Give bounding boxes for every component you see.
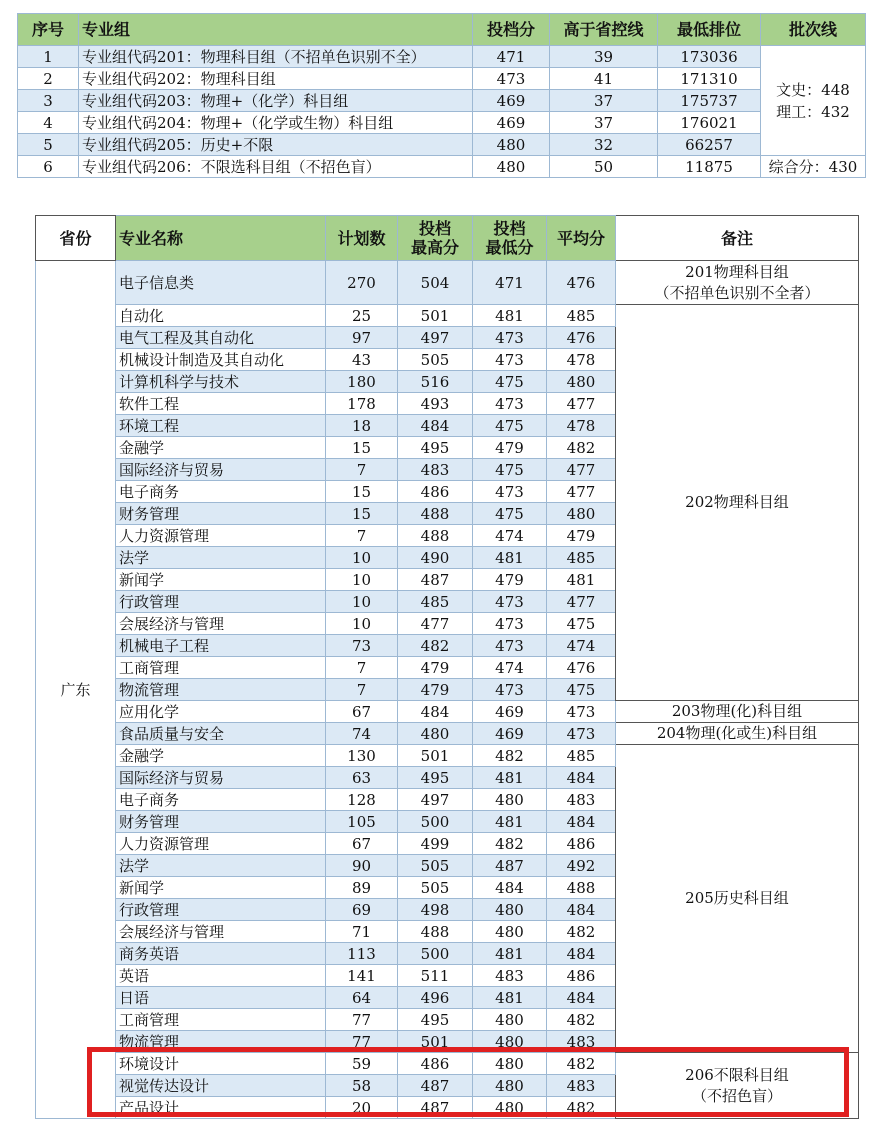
min-score: 480 xyxy=(473,921,547,943)
avg-score: 481 xyxy=(547,569,616,591)
major-name: 会展经济与管理 xyxy=(116,921,326,943)
table-row xyxy=(18,68,866,90)
major-name: 财务管理 xyxy=(116,811,326,833)
major-name: 新闻学 xyxy=(116,877,326,899)
max-score: 496 xyxy=(398,987,473,1009)
major-name: 食品质量与安全 xyxy=(116,723,326,745)
avg-score: 484 xyxy=(547,943,616,965)
min-score: 475 xyxy=(473,371,547,393)
avg-score: 473 xyxy=(547,723,616,745)
plan-count: 97 xyxy=(326,327,398,349)
min-score: 481 xyxy=(473,811,547,833)
row-score: 469 xyxy=(473,112,550,134)
avg-score: 478 xyxy=(547,415,616,437)
avg-score: 475 xyxy=(547,679,616,701)
row-index: 1 xyxy=(18,46,79,68)
min-score: 474 xyxy=(473,525,547,547)
avg-score: 482 xyxy=(547,1097,616,1119)
max-score: 487 xyxy=(398,569,473,591)
max-score-line2: 最高分 xyxy=(410,238,459,257)
major-name: 环境工程 xyxy=(116,415,326,437)
plan-count: 141 xyxy=(326,965,398,987)
min-score: 479 xyxy=(473,569,547,591)
max-score: 485 xyxy=(398,591,473,613)
max-score: 488 xyxy=(398,525,473,547)
max-score: 479 xyxy=(398,657,473,679)
min-score: 487 xyxy=(473,855,547,877)
min-score: 480 xyxy=(473,1097,547,1119)
col-header-plan: 计划数 xyxy=(326,216,398,261)
plan-count: 270 xyxy=(326,261,398,305)
major-name: 商务英语 xyxy=(116,943,326,965)
avg-score: 480 xyxy=(547,503,616,525)
max-score: 497 xyxy=(398,789,473,811)
max-score: 501 xyxy=(398,305,473,327)
note-group-202 xyxy=(616,305,859,701)
note-group-206-line2: （不招色盲） xyxy=(691,1086,782,1105)
plan-count: 25 xyxy=(326,305,398,327)
row-above-control: 41 xyxy=(550,68,658,90)
max-score: 479 xyxy=(398,679,473,701)
min-score: 483 xyxy=(473,965,547,987)
avg-score: 479 xyxy=(547,525,616,547)
major-name: 电子商务 xyxy=(116,789,326,811)
max-score: 487 xyxy=(398,1097,473,1119)
max-score: 497 xyxy=(398,327,473,349)
avg-score: 484 xyxy=(547,899,616,921)
avg-score: 482 xyxy=(547,921,616,943)
major-name: 物流管理 xyxy=(116,1031,326,1053)
min-score: 482 xyxy=(473,745,547,767)
max-score: 495 xyxy=(398,437,473,459)
plan-count: 67 xyxy=(326,701,398,723)
table-row xyxy=(18,46,866,68)
max-score: 486 xyxy=(398,481,473,503)
max-score: 483 xyxy=(398,459,473,481)
avg-score: 477 xyxy=(547,393,616,415)
max-score: 505 xyxy=(398,877,473,899)
major-name: 自动化 xyxy=(116,305,326,327)
note-group-201 xyxy=(616,261,859,305)
plan-count: 113 xyxy=(326,943,398,965)
max-score: 516 xyxy=(398,371,473,393)
row-above-control: 37 xyxy=(550,112,658,134)
plan-count: 15 xyxy=(326,481,398,503)
plan-count: 7 xyxy=(326,525,398,547)
major-name: 法学 xyxy=(116,855,326,877)
max-score: 498 xyxy=(398,899,473,921)
row-group: 专业组代码205：历史+不限 xyxy=(79,134,473,156)
table-row xyxy=(36,305,859,327)
min-score: 480 xyxy=(473,1031,547,1053)
col-header-above-control: 高于省控线 xyxy=(550,14,658,46)
avg-score: 483 xyxy=(547,1075,616,1097)
table-row xyxy=(18,134,866,156)
col-header-note: 备注 xyxy=(616,216,859,261)
row-index: 4 xyxy=(18,112,79,134)
plan-count: 64 xyxy=(326,987,398,1009)
note-group-201-line1: 201物理科目组 xyxy=(685,262,789,281)
major-name: 视觉传达设计 xyxy=(116,1075,326,1097)
max-score: 484 xyxy=(398,415,473,437)
note-group-206 xyxy=(616,1053,859,1119)
row-above-control: 32 xyxy=(550,134,658,156)
avg-score: 483 xyxy=(547,789,616,811)
col-header-avg: 平均分 xyxy=(547,216,616,261)
min-score: 480 xyxy=(473,1075,547,1097)
max-score: 504 xyxy=(398,261,473,305)
major-name: 电子信息类 xyxy=(116,261,326,305)
row-group: 专业组代码204：物理+（化学或生物）科目组 xyxy=(79,112,473,134)
row-group: 专业组代码201：物理科目组（不招单色识别不全） xyxy=(79,46,473,68)
max-score: 501 xyxy=(398,745,473,767)
avg-score: 484 xyxy=(547,987,616,1009)
table-header-row xyxy=(18,14,866,46)
avg-score: 492 xyxy=(547,855,616,877)
col-header-index: 序号 xyxy=(18,14,79,46)
batch-line-science: 理工：432 xyxy=(776,102,850,121)
major-name: 环境设计 xyxy=(116,1053,326,1075)
row-min-rank: 173036 xyxy=(658,46,761,68)
avg-score: 474 xyxy=(547,635,616,657)
plan-count: 10 xyxy=(326,569,398,591)
min-score: 481 xyxy=(473,305,547,327)
plan-count: 10 xyxy=(326,591,398,613)
plan-count: 58 xyxy=(326,1075,398,1097)
major-name: 软件工程 xyxy=(116,393,326,415)
plan-count: 7 xyxy=(326,459,398,481)
avg-score: 484 xyxy=(547,767,616,789)
row-min-rank: 66257 xyxy=(658,134,761,156)
major-name: 法学 xyxy=(116,547,326,569)
major-name: 日语 xyxy=(116,987,326,1009)
min-score: 482 xyxy=(473,833,547,855)
col-header-max-score xyxy=(398,216,473,261)
min-score: 480 xyxy=(473,1009,547,1031)
avg-score: 476 xyxy=(547,327,616,349)
max-score: 511 xyxy=(398,965,473,987)
major-name: 行政管理 xyxy=(116,899,326,921)
min-score: 481 xyxy=(473,767,547,789)
min-score: 479 xyxy=(473,437,547,459)
plan-count: 43 xyxy=(326,349,398,371)
note-group-204 xyxy=(616,723,859,745)
major-name: 机械设计制造及其自动化 xyxy=(116,349,326,371)
note-group-203-line1: 203物理(化)科目组 xyxy=(671,702,803,720)
max-score: 488 xyxy=(398,921,473,943)
major-name: 会展经济与管理 xyxy=(116,613,326,635)
min-score: 473 xyxy=(473,591,547,613)
max-score: 480 xyxy=(398,723,473,745)
plan-count: 89 xyxy=(326,877,398,899)
table-row xyxy=(36,701,859,723)
avg-score: 473 xyxy=(547,701,616,723)
min-score-line2: 最低分 xyxy=(485,238,534,257)
note-group-205 xyxy=(616,745,859,1053)
note-group-205-line1: 205历史科目组 xyxy=(685,889,789,907)
avg-score: 477 xyxy=(547,591,616,613)
plan-count: 7 xyxy=(326,679,398,701)
major-name: 物流管理 xyxy=(116,679,326,701)
max-score-line1: 投档 xyxy=(418,219,451,238)
min-score: 475 xyxy=(473,503,547,525)
note-group-203 xyxy=(616,701,859,723)
avg-score: 477 xyxy=(547,481,616,503)
max-score: 484 xyxy=(398,701,473,723)
min-score: 480 xyxy=(473,899,547,921)
row-group: 专业组代码202：物理科目组 xyxy=(79,68,473,90)
table-header-row xyxy=(36,216,859,261)
max-score: 500 xyxy=(398,811,473,833)
plan-count: 128 xyxy=(326,789,398,811)
avg-score: 488 xyxy=(547,877,616,899)
major-name: 电子商务 xyxy=(116,481,326,503)
row-score: 469 xyxy=(473,90,550,112)
row-min-rank: 171310 xyxy=(658,68,761,90)
max-score: 499 xyxy=(398,833,473,855)
avg-score: 476 xyxy=(547,261,616,305)
major-name: 金融学 xyxy=(116,437,326,459)
plan-count: 10 xyxy=(326,547,398,569)
plan-count: 63 xyxy=(326,767,398,789)
table-row xyxy=(18,112,866,134)
plan-count: 77 xyxy=(326,1009,398,1031)
major-name: 计算机科学与技术 xyxy=(116,371,326,393)
table-row xyxy=(18,90,866,112)
row-score: 480 xyxy=(473,134,550,156)
note-group-201-line2: （不招单色识别不全者） xyxy=(654,283,820,302)
major-name: 国际经济与贸易 xyxy=(116,767,326,789)
plan-count: 18 xyxy=(326,415,398,437)
col-header-score: 投档分 xyxy=(473,14,550,46)
min-score: 473 xyxy=(473,327,547,349)
plan-count: 178 xyxy=(326,393,398,415)
min-score: 475 xyxy=(473,459,547,481)
min-score: 481 xyxy=(473,987,547,1009)
row-group: 专业组代码206：不限选科目组（不招色盲） xyxy=(79,156,473,178)
min-score: 475 xyxy=(473,415,547,437)
plan-count: 7 xyxy=(326,657,398,679)
min-score: 473 xyxy=(473,349,547,371)
avg-score: 480 xyxy=(547,371,616,393)
row-score: 473 xyxy=(473,68,550,90)
min-score: 473 xyxy=(473,613,547,635)
plan-count: 180 xyxy=(326,371,398,393)
min-score: 480 xyxy=(473,1053,547,1075)
table-row xyxy=(36,1053,859,1075)
col-header-group: 专业组 xyxy=(79,14,473,46)
min-score: 473 xyxy=(473,679,547,701)
avg-score: 477 xyxy=(547,459,616,481)
avg-score: 485 xyxy=(547,305,616,327)
max-score: 493 xyxy=(398,393,473,415)
min-score: 471 xyxy=(473,261,547,305)
avg-score: 484 xyxy=(547,811,616,833)
col-header-province: 省份 xyxy=(36,216,116,261)
table-row xyxy=(36,723,859,745)
major-name: 产品设计 xyxy=(116,1097,326,1119)
plan-count: 15 xyxy=(326,437,398,459)
row-group: 专业组代码203：物理+（化学）科目组 xyxy=(79,90,473,112)
batch-line-arts: 文史：448 xyxy=(776,80,850,99)
col-header-min-rank: 最低排位 xyxy=(658,14,761,46)
min-score: 480 xyxy=(473,789,547,811)
major-name: 机械电子工程 xyxy=(116,635,326,657)
min-score: 484 xyxy=(473,877,547,899)
major-name: 金融学 xyxy=(116,745,326,767)
row-min-rank: 175737 xyxy=(658,90,761,112)
batch-summary-table xyxy=(17,13,866,178)
col-header-batch-line: 批次线 xyxy=(761,14,866,46)
avg-score: 482 xyxy=(547,1053,616,1075)
major-name: 新闻学 xyxy=(116,569,326,591)
note-group-202-line1: 202物理科目组 xyxy=(685,493,789,511)
row-above-control: 39 xyxy=(550,46,658,68)
avg-score: 476 xyxy=(547,657,616,679)
plan-count: 69 xyxy=(326,899,398,921)
major-name: 人力资源管理 xyxy=(116,833,326,855)
min-score-line1: 投档 xyxy=(493,219,526,238)
min-score: 473 xyxy=(473,481,547,503)
major-admission-table xyxy=(35,215,859,1119)
row-index: 5 xyxy=(18,134,79,156)
avg-score: 486 xyxy=(547,833,616,855)
row-index: 6 xyxy=(18,156,79,178)
note-group-204-line1: 204物理(化或生)科目组 xyxy=(656,724,818,742)
avg-score: 485 xyxy=(547,547,616,569)
plan-count: 20 xyxy=(326,1097,398,1119)
max-score: 477 xyxy=(398,613,473,635)
major-name: 行政管理 xyxy=(116,591,326,613)
max-score: 486 xyxy=(398,1053,473,1075)
major-name: 应用化学 xyxy=(116,701,326,723)
min-score: 481 xyxy=(473,943,547,965)
major-name: 财务管理 xyxy=(116,503,326,525)
avg-score: 486 xyxy=(547,965,616,987)
max-score: 495 xyxy=(398,767,473,789)
col-header-major: 专业名称 xyxy=(116,216,326,261)
max-score: 505 xyxy=(398,855,473,877)
max-score: 490 xyxy=(398,547,473,569)
major-name: 电气工程及其自动化 xyxy=(116,327,326,349)
min-score: 469 xyxy=(473,701,547,723)
table-row xyxy=(36,745,859,767)
major-name: 工商管理 xyxy=(116,657,326,679)
avg-score: 482 xyxy=(547,1009,616,1031)
row-min-rank: 176021 xyxy=(658,112,761,134)
max-score: 482 xyxy=(398,635,473,657)
avg-score: 482 xyxy=(547,437,616,459)
plan-count: 90 xyxy=(326,855,398,877)
max-score: 488 xyxy=(398,503,473,525)
major-name: 人力资源管理 xyxy=(116,525,326,547)
table-row xyxy=(18,156,866,178)
avg-score: 478 xyxy=(547,349,616,371)
plan-count: 71 xyxy=(326,921,398,943)
plan-count: 77 xyxy=(326,1031,398,1053)
major-name: 工商管理 xyxy=(116,1009,326,1031)
plan-count: 130 xyxy=(326,745,398,767)
table-row xyxy=(36,261,859,305)
major-name: 国际经济与贸易 xyxy=(116,459,326,481)
min-score: 474 xyxy=(473,657,547,679)
row-above-control: 37 xyxy=(550,90,658,112)
batch-line-comprehensive: 综合分：430 xyxy=(761,156,866,178)
batch-line-cell xyxy=(761,46,866,156)
row-index: 2 xyxy=(18,68,79,90)
min-score: 469 xyxy=(473,723,547,745)
plan-count: 74 xyxy=(326,723,398,745)
row-min-rank: 11875 xyxy=(658,156,761,178)
plan-count: 105 xyxy=(326,811,398,833)
plan-count: 73 xyxy=(326,635,398,657)
avg-score: 475 xyxy=(547,613,616,635)
row-score: 471 xyxy=(473,46,550,68)
avg-score: 483 xyxy=(547,1031,616,1053)
max-score: 495 xyxy=(398,1009,473,1031)
min-score: 473 xyxy=(473,393,547,415)
max-score: 487 xyxy=(398,1075,473,1097)
plan-count: 15 xyxy=(326,503,398,525)
note-group-206-line1: 206不限科目组 xyxy=(685,1065,789,1084)
plan-count: 10 xyxy=(326,613,398,635)
plan-count: 67 xyxy=(326,833,398,855)
avg-score: 485 xyxy=(547,745,616,767)
row-above-control: 50 xyxy=(550,156,658,178)
major-name: 英语 xyxy=(116,965,326,987)
min-score: 473 xyxy=(473,635,547,657)
province-cell: 广东 xyxy=(36,261,116,1119)
max-score: 505 xyxy=(398,349,473,371)
row-score: 480 xyxy=(473,156,550,178)
min-score: 481 xyxy=(473,547,547,569)
max-score: 500 xyxy=(398,943,473,965)
row-index: 3 xyxy=(18,90,79,112)
plan-count: 59 xyxy=(326,1053,398,1075)
col-header-min-score xyxy=(473,216,547,261)
max-score: 501 xyxy=(398,1031,473,1053)
